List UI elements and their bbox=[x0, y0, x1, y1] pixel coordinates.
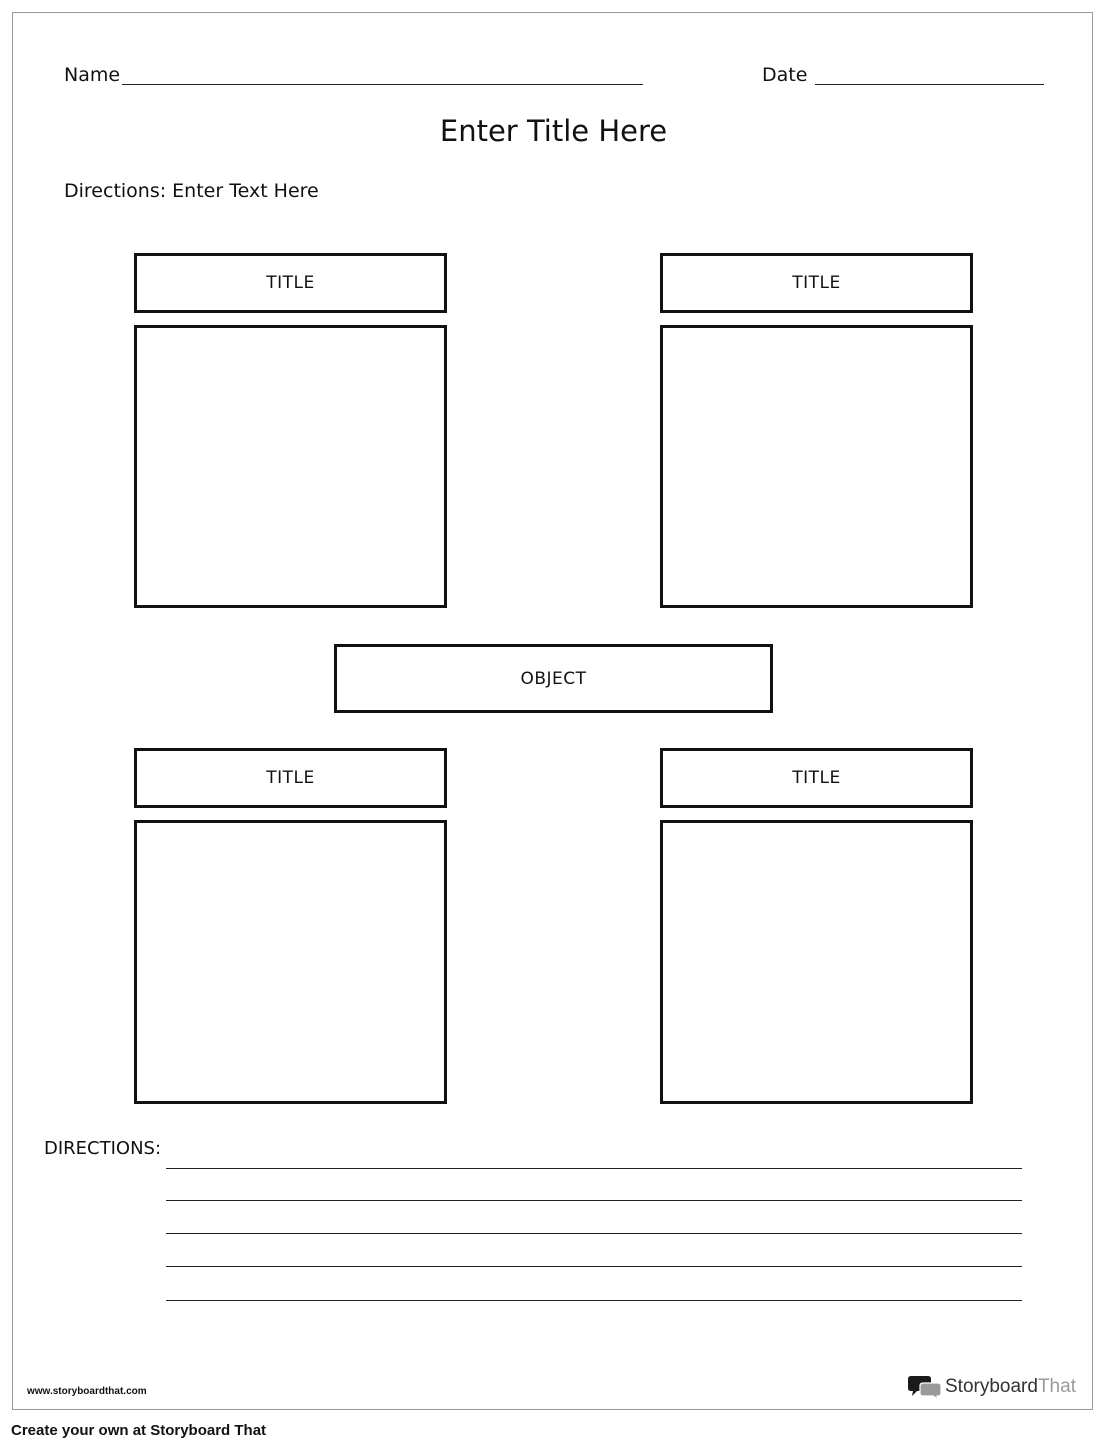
date-label: Date bbox=[762, 64, 808, 86]
name-field[interactable] bbox=[122, 84, 643, 85]
top-left-title-label: TITLE bbox=[266, 273, 315, 293]
storyboardthat-logo bbox=[908, 1373, 1080, 1401]
top-right-content-box[interactable] bbox=[660, 325, 973, 608]
object-box[interactable] bbox=[334, 644, 773, 713]
object-label: OBJECT bbox=[520, 668, 587, 689]
top-left-title-box[interactable] bbox=[134, 253, 447, 313]
answer-line-5[interactable] bbox=[166, 1300, 1022, 1301]
logo-text-accent: That bbox=[1037, 1376, 1076, 1397]
bottom-left-title-label: TITLE bbox=[266, 768, 315, 788]
logo-text-main: Storyboard bbox=[945, 1376, 1038, 1397]
top-left-content-box[interactable] bbox=[134, 325, 447, 608]
date-field[interactable] bbox=[815, 84, 1044, 85]
bottom-right-title-label: TITLE bbox=[792, 768, 841, 788]
create-your-own-link[interactable]: Create your own at Storyboard That bbox=[11, 1422, 267, 1439]
bottom-left-title-box[interactable] bbox=[134, 748, 447, 808]
directions-section-label: DIRECTIONS: bbox=[44, 1138, 162, 1159]
directions-text: Directions: Enter Text Here bbox=[64, 180, 319, 202]
worksheet-title: Enter Title Here bbox=[439, 114, 668, 148]
bottom-right-title-box[interactable] bbox=[660, 748, 973, 808]
answer-line-2[interactable] bbox=[166, 1200, 1022, 1201]
answer-line-3[interactable] bbox=[166, 1233, 1022, 1234]
bottom-left-content-box[interactable] bbox=[134, 820, 447, 1104]
top-right-title-label: TITLE bbox=[792, 273, 841, 293]
answer-line-4[interactable] bbox=[166, 1266, 1022, 1267]
name-label: Name bbox=[64, 64, 121, 86]
answer-line-1[interactable] bbox=[166, 1168, 1022, 1169]
speech-bubbles-icon bbox=[908, 1374, 942, 1400]
bottom-right-content-box[interactable] bbox=[660, 820, 973, 1104]
footer-url: www.storyboardthat.com bbox=[27, 1386, 147, 1397]
top-right-title-box[interactable] bbox=[660, 253, 973, 313]
